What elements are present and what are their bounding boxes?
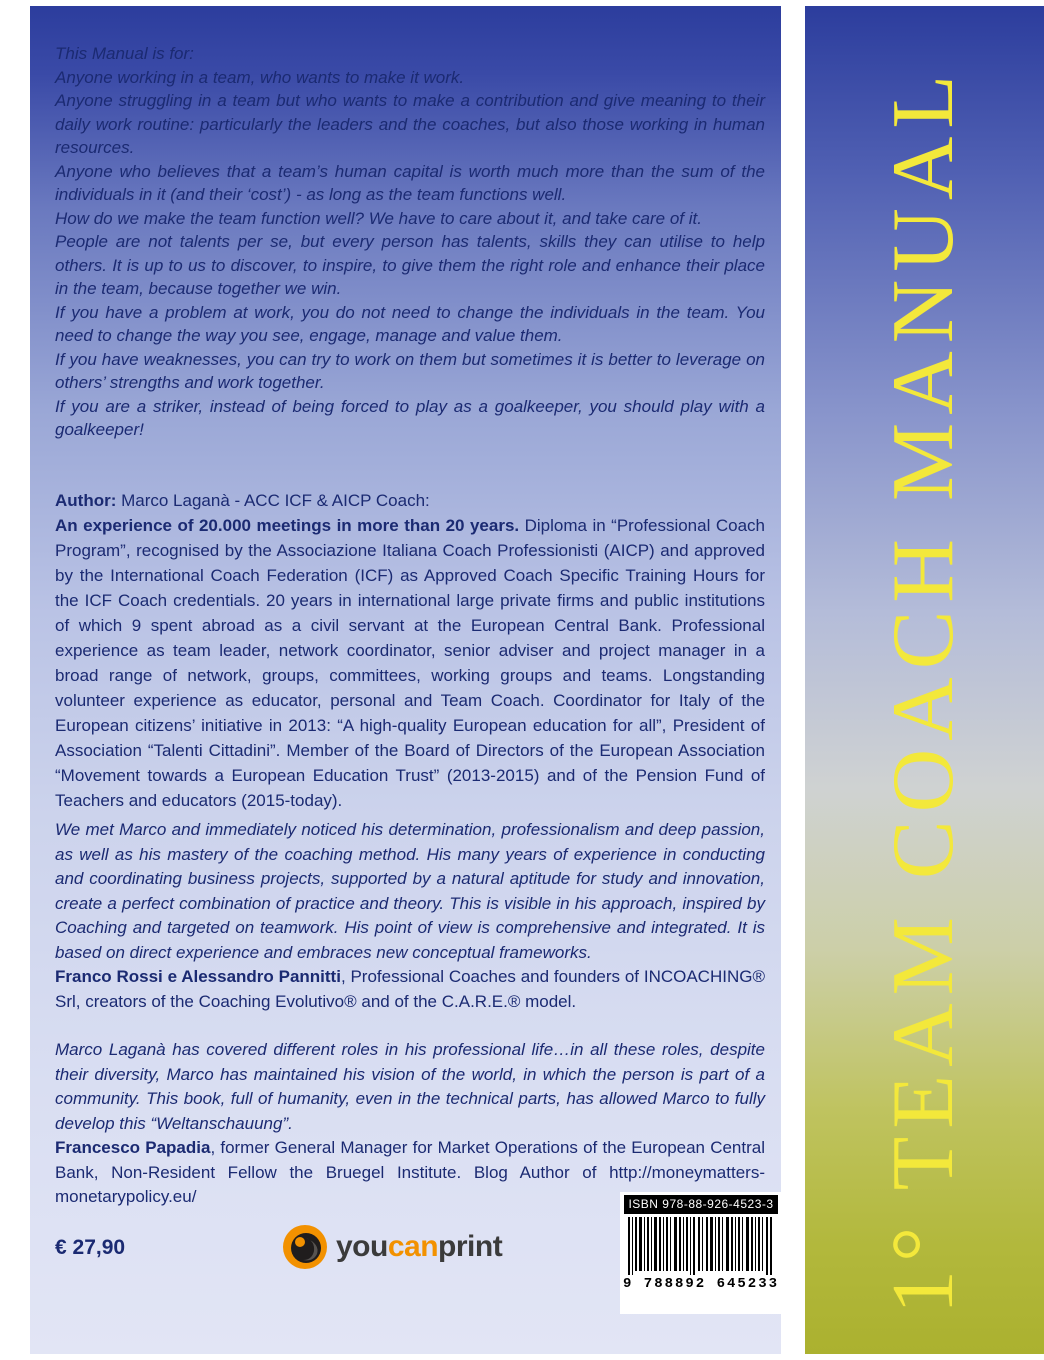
isbn-label: ISBN 978-88-926-4523-3 [624,1195,778,1214]
intro-paragraph: Anyone struggling in a team but who wants to make a contribution and give meaning to their daily work routine: particularly the leaders and the coaches, but also those working in human resources. [55,91,765,157]
testimonial-papadia [55,1038,765,1210]
testimonial-incoaching [55,818,765,1014]
testimonial-authors-role: , Professional Coaches and founders of INCOACHING® Srl, creators of the Coaching Evolutivo® and of the C.A.R.E.® model. [55,967,765,1011]
barcode-bars [626,1217,776,1275]
barcode-digits: 9 788892 645233 [622,1276,780,1292]
publisher-word-you: you [336,1230,388,1263]
youcanprint-logo-icon [282,1224,328,1270]
intro-paragraph: People are not talents per se, but every person has talents, skills they can utilise to help others. It is up to us to discover, to inspire, to give them the right role and enhance their place in the team, because together we win. [55,232,765,298]
book-back-cover [30,6,781,1354]
publisher-word-print: print [438,1230,503,1263]
author-bio-lead: An experience of 20.000 meetings in more than 20 years. [55,516,520,535]
intro-section [55,42,765,442]
intro-paragraph: If you have weaknesses, you can try to work on them but sometimes it is better to leverage on others’ strengths and work together. [55,349,765,392]
price-label: € 27,90 [55,1236,126,1259]
spine-title: 1° TEAM COACH MANUAL [875,66,972,1314]
intro-heading: This Manual is for: [55,44,194,63]
publisher-word-can: can [387,1230,439,1263]
author-bio [55,513,765,813]
barcode [620,1192,782,1314]
testimonial-quote: We met Marco and immediately noticed his determination, professionalism and deep passion, as well as his mastery of the coaching method. His many years of experience in conducting and coordinating business projects, supported by a natural aptitude for study and innovation, create a perfect combination of practice and theory. This is visible in his approach, inspired by Coaching and targeted on teamwork. His point of view is comprehensive and integrated. It is based on direct experience and embraces new conceptual frameworks. [55,820,765,962]
author-bio-text: Diploma in “Professional Coach Program”, recognised by the Associazione Italiana Coach Professionisti (AICP) and approved by the International Coach Federation (ICF) as Approved Coach Specific Training Hours for the ICF Coach credentials. 20 years in international large private firms and public institutions of which 9 spent abroad as a civil servant at the European Central Bank. Professional experience as team leader, network coordinator, senior adviser and project manager in a broad range of network, groups, committees, working groups and teams. Longstanding volunteer experience as educator, personal and Team Coach. Coordinator for Italy of the European citizens’ initiative in 2013: “A high-quality European education for all”, President of Association “Talenti Cittadini”. Member of the Board of Directors of the European Association “Movement towards a European Education Trust” (2013-2015) and of the Pension Fund of Teachers and educators (2015-today). [55,516,765,810]
author-label: Author: [55,491,117,510]
intro-paragraph: Anyone working in a team, who wants to make it work. [55,67,465,87]
intro-paragraph: Anyone who believes that a team’s human capital is worth much more than the sum of the individuals in it (and their ‘cost’) - as long as the team functions well. [55,161,765,204]
testimonial-attribution [55,965,765,1014]
testimonial-author-role: , former General Manager for Market Operations of the European Central Bank, Non-Resident Fellow the Bruegel Institute. Blog Author of http://moneymatters-monetarypolicy.eu/ [55,1138,766,1206]
publisher-wordmark [336,1230,502,1264]
author-name: Marco Laganà - ACC ICF & AICP Coach: [116,491,430,510]
testimonial-authors: Franco Rossi e Alessandro Pannitti [55,967,341,986]
intro-paragraph: How do we make the team function well? We have to care about it, and take care of it. [55,208,702,228]
intro-paragraph: If you have a problem at work, you do not need to change the individuals in the team. You need to change the way you see, engage, manage and value them. [55,302,765,345]
author-heading [55,488,765,513]
testimonial-quote: Marco Laganà has covered different roles in his professional life…in all these roles, despite their diversity, Marco has maintained his vision of the world, in which the person is part of a community. This book, full of humanity, even in the technical parts, has allowed Marco to fully develop this “Weltanschauung”. [55,1040,765,1133]
publisher-logo [282,1224,502,1270]
author-section [55,488,765,813]
testimonial-author: Francesco Papadia [55,1138,211,1157]
intro-paragraph: If you are a striker, instead of being forced to play as a goalkeeper, you should play with a goalkeeper! [55,396,765,439]
